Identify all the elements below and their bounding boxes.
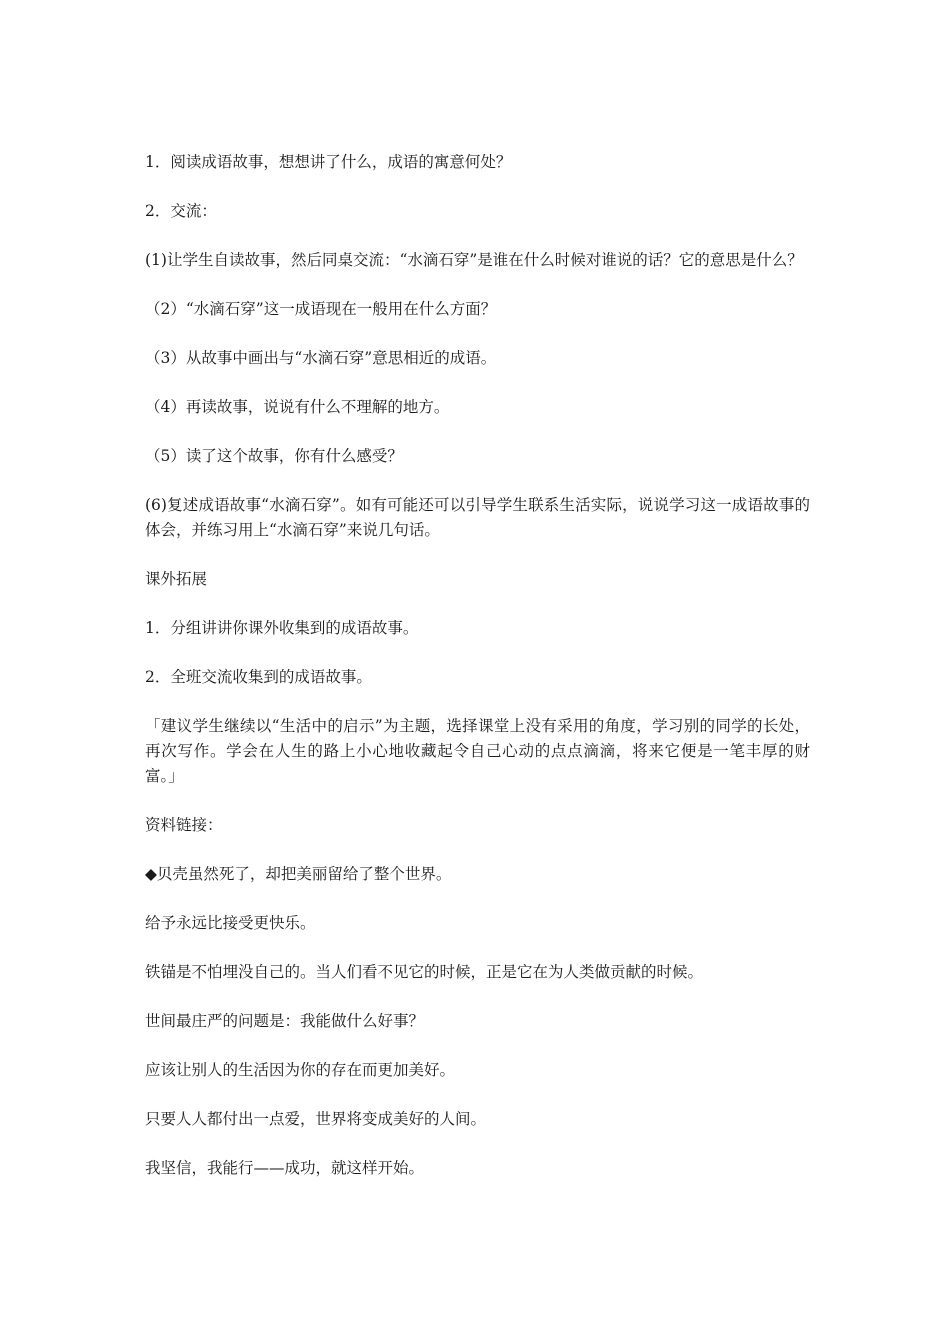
paragraph-6: （4）再读故事，说说有什么不理解的地方。 bbox=[145, 398, 450, 416]
paragraph-4: （2）“水滴石穿”这一成语现在一般用在什么方面？ bbox=[145, 300, 497, 318]
paragraph-2: 2．交流： bbox=[145, 202, 217, 220]
paragraph-8: (6)复述成语故事“水滴石穿”。如有可能还可以引导学生联系生活实际，说说学习这一成语故事的体会，并练习用上“水滴石穿”来说几句话。 bbox=[145, 496, 810, 539]
quote-2: 给予永远比接受更快乐。 bbox=[145, 914, 316, 932]
quote-4: 世间最庄严的问题是：我能做什么好事？ bbox=[145, 1012, 425, 1030]
quote-5: 应该让别人的生活因为你的存在而更加美好。 bbox=[145, 1061, 456, 1079]
paragraph-7: （5）读了这个故事，你有什么感受？ bbox=[145, 447, 403, 465]
paragraph-3: (1)让学生自读故事，然后同桌交流：“水滴石穿”是谁在什么时候对谁说的话？它的意思是什么？ bbox=[145, 251, 803, 269]
paragraph-5: （3）从故事中画出与“水滴石穿”意思相近的成语。 bbox=[145, 349, 497, 367]
paragraph-12: 「建议学生继续以“生活中的启示”为主题，选择课堂上没有采用的角度，学习别的同学的长处，再次写作。学会在人生的路上小心地收藏起令自己心动的点点滴滴，将来它便是一笔丰厚的财富。」 bbox=[145, 717, 810, 785]
quote-3: 铁锚是不怕埋没自己的。当人们看不见它的时候，正是它在为人类做贡献的时候。 bbox=[145, 963, 704, 981]
section-heading-extension: 课外拓展 bbox=[145, 570, 208, 588]
document-body bbox=[145, 150, 810, 1205]
paragraph-10: 1．分组讲讲你课外收集到的成语故事。 bbox=[145, 619, 419, 637]
quote-1: ◆贝壳虽然死了，却把美丽留给了整个世界。 bbox=[145, 865, 452, 883]
quote-7: 我坚信，我能行——成功，就这样开始。 bbox=[145, 1159, 425, 1177]
quote-6: 只要人人都付出一点爱，世界将变成美好的人间。 bbox=[145, 1110, 487, 1128]
section-heading-resources: 资料链接： bbox=[145, 816, 223, 834]
paragraph-1: 1．阅读成语故事，想想讲了什么，成语的寓意何处？ bbox=[145, 153, 512, 171]
paragraph-11: 2．全班交流收集到的成语故事。 bbox=[145, 668, 372, 686]
